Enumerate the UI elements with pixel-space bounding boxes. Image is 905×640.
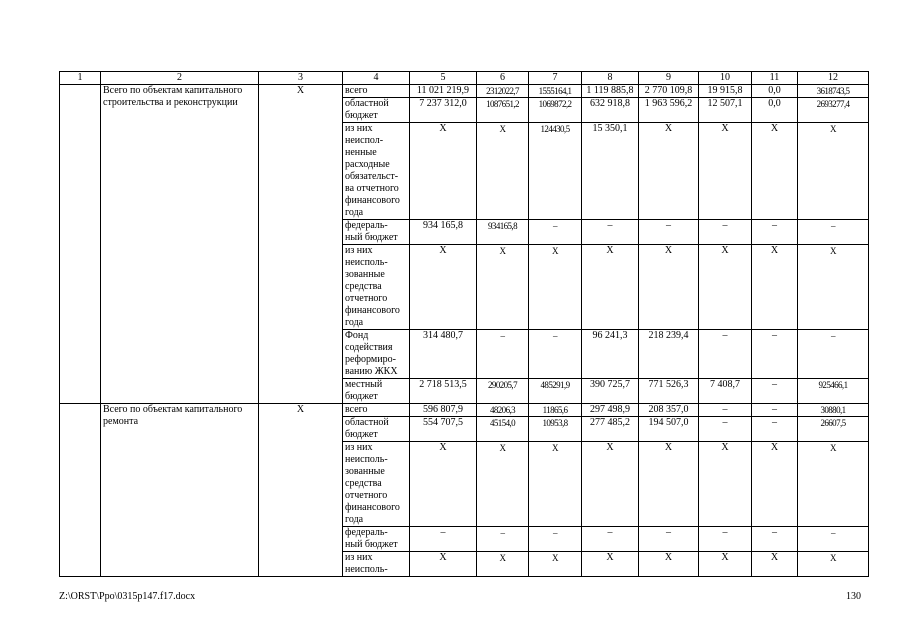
value-cell: – (699, 527, 752, 552)
value-cell: Х (699, 552, 752, 577)
value-cell: Х (699, 245, 752, 330)
value-cell: 1 963 596,2 (639, 98, 699, 123)
value-cell: Х (699, 123, 752, 220)
value-cell: 0,0 (752, 98, 798, 123)
value-cell: – (699, 220, 752, 245)
value-cell: Х (798, 552, 869, 577)
table-row (60, 404, 869, 417)
value-cell: 1 119 885,8 (582, 85, 639, 98)
value-cell: Х (410, 552, 477, 577)
value-cell: Х (752, 552, 798, 577)
value-cell: 314 480,7 (410, 330, 477, 379)
value-cell: 96 241,3 (582, 330, 639, 379)
value-cell: 26607,5 (798, 417, 869, 442)
value-cell: – (529, 527, 582, 552)
value-cell: 1069872,2 (529, 98, 582, 123)
column-number: 11 (752, 72, 798, 85)
value-cell: 10953,8 (529, 417, 582, 442)
section-mark: Х (259, 404, 343, 577)
value-cell: Х (582, 552, 639, 577)
value-cell: 596 807,9 (410, 404, 477, 417)
funding-source-label: Фонд содействия реформиро- ванию ЖКХ (343, 330, 410, 379)
value-cell: Х (410, 123, 477, 220)
funding-source-label: областной бюджет (343, 417, 410, 442)
funding-source-label: из них неисполь- зованные средства отчетного финансового года (343, 245, 410, 330)
value-cell: – (639, 220, 699, 245)
funding-source-label: из них неисполь- зованные средства отчетного финансового года (343, 442, 410, 527)
value-cell: Х (477, 245, 529, 330)
value-cell: – (699, 417, 752, 442)
value-cell: 208 357,0 (639, 404, 699, 417)
value-cell: 390 725,7 (582, 379, 639, 404)
value-cell: 771 526,3 (639, 379, 699, 404)
value-cell: Х (529, 245, 582, 330)
funding-source-label: всего (343, 85, 410, 98)
value-cell: 290205,7 (477, 379, 529, 404)
value-cell: – (752, 417, 798, 442)
column-number: 9 (639, 72, 699, 85)
value-cell: 11 021 219,9 (410, 85, 477, 98)
column-number: 6 (477, 72, 529, 85)
value-cell: – (410, 527, 477, 552)
value-cell: – (699, 404, 752, 417)
value-cell: 218 239,4 (639, 330, 699, 379)
value-cell: 277 485,2 (582, 417, 639, 442)
value-cell: Х (529, 442, 582, 527)
section-title: Всего по объектам капитального ремонта (101, 404, 259, 577)
value-cell: – (752, 404, 798, 417)
value-cell: 45154,0 (477, 417, 529, 442)
value-cell: Х (477, 442, 529, 527)
value-cell: Х (639, 123, 699, 220)
funding-source-label: из них неиспол- ненные расходные обязательст- ва отчетного финансового года (343, 123, 410, 220)
value-cell: Х (639, 552, 699, 577)
column-number: 2 (101, 72, 259, 85)
value-cell: 3618743,5 (798, 85, 869, 98)
footer-file-path: Z:\ORST\Ppo\0315p147.f17.docx (59, 591, 196, 602)
value-cell: 7 408,7 (699, 379, 752, 404)
value-cell: – (639, 527, 699, 552)
value-cell: 15 350,1 (582, 123, 639, 220)
value-cell: 632 918,8 (582, 98, 639, 123)
value-cell: 12 507,1 (699, 98, 752, 123)
column-number: 5 (410, 72, 477, 85)
funding-source-label: федераль- ный бюджет (343, 220, 410, 245)
value-cell: Х (410, 442, 477, 527)
value-cell: – (582, 527, 639, 552)
value-cell: 0,0 (752, 85, 798, 98)
value-cell: 554 707,5 (410, 417, 477, 442)
value-cell: – (477, 527, 529, 552)
value-cell: – (582, 220, 639, 245)
value-cell: 934165,8 (477, 220, 529, 245)
value-cell: 30880,1 (798, 404, 869, 417)
value-cell: Х (582, 442, 639, 527)
value-cell: Х (410, 245, 477, 330)
value-cell: – (752, 330, 798, 379)
funding-source-label: из них неисполь- (343, 552, 410, 577)
funding-source-label: всего (343, 404, 410, 417)
budget-table (59, 71, 869, 577)
funding-source-label: местный бюджет (343, 379, 410, 404)
value-cell: – (529, 220, 582, 245)
value-cell: 48206,3 (477, 404, 529, 417)
value-cell: 2 770 109,8 (639, 85, 699, 98)
value-cell: Х (529, 552, 582, 577)
value-cell: – (699, 330, 752, 379)
value-cell: 297 498,9 (582, 404, 639, 417)
value-cell: – (798, 330, 869, 379)
value-cell: 194 507,0 (639, 417, 699, 442)
row-number-cell (60, 85, 101, 404)
value-cell: 7 237 312,0 (410, 98, 477, 123)
value-cell: 11865,6 (529, 404, 582, 417)
section-title: Всего по объектам капитального строительства и реконструкции (101, 85, 259, 404)
funding-source-label: областной бюджет (343, 98, 410, 123)
value-cell: – (798, 220, 869, 245)
value-cell: 934 165,8 (410, 220, 477, 245)
value-cell: 485291,9 (529, 379, 582, 404)
value-cell: – (529, 330, 582, 379)
value-cell: – (798, 527, 869, 552)
value-cell: 925466,1 (798, 379, 869, 404)
funding-source-label: федераль- ный бюджет (343, 527, 410, 552)
column-number: 12 (798, 72, 869, 85)
value-cell: Х (699, 442, 752, 527)
column-number: 7 (529, 72, 582, 85)
value-cell: Х (752, 245, 798, 330)
section-mark: Х (259, 85, 343, 404)
column-number: 1 (60, 72, 101, 85)
value-cell: Х (752, 123, 798, 220)
value-cell: 19 915,8 (699, 85, 752, 98)
value-cell: Х (477, 123, 529, 220)
header-row (60, 72, 869, 85)
value-cell: – (752, 379, 798, 404)
value-cell: Х (639, 245, 699, 330)
footer-page-number: 130 (846, 591, 861, 602)
value-cell: 1555164,1 (529, 85, 582, 98)
column-number: 3 (259, 72, 343, 85)
value-cell: Х (477, 552, 529, 577)
value-cell: Х (798, 442, 869, 527)
column-number: 8 (582, 72, 639, 85)
value-cell: – (477, 330, 529, 379)
value-cell: Х (639, 442, 699, 527)
value-cell: 124430,5 (529, 123, 582, 220)
row-number-cell (60, 404, 101, 577)
value-cell: 2693277,4 (798, 98, 869, 123)
table-row (60, 85, 869, 98)
value-cell: Х (582, 245, 639, 330)
value-cell: Х (798, 245, 869, 330)
value-cell: Х (752, 442, 798, 527)
column-number: 10 (699, 72, 752, 85)
value-cell: – (752, 220, 798, 245)
value-cell: – (752, 527, 798, 552)
value-cell: Х (798, 123, 869, 220)
column-number: 4 (343, 72, 410, 85)
value-cell: 2312022,7 (477, 85, 529, 98)
value-cell: 2 718 513,5 (410, 379, 477, 404)
value-cell: 1087651,2 (477, 98, 529, 123)
